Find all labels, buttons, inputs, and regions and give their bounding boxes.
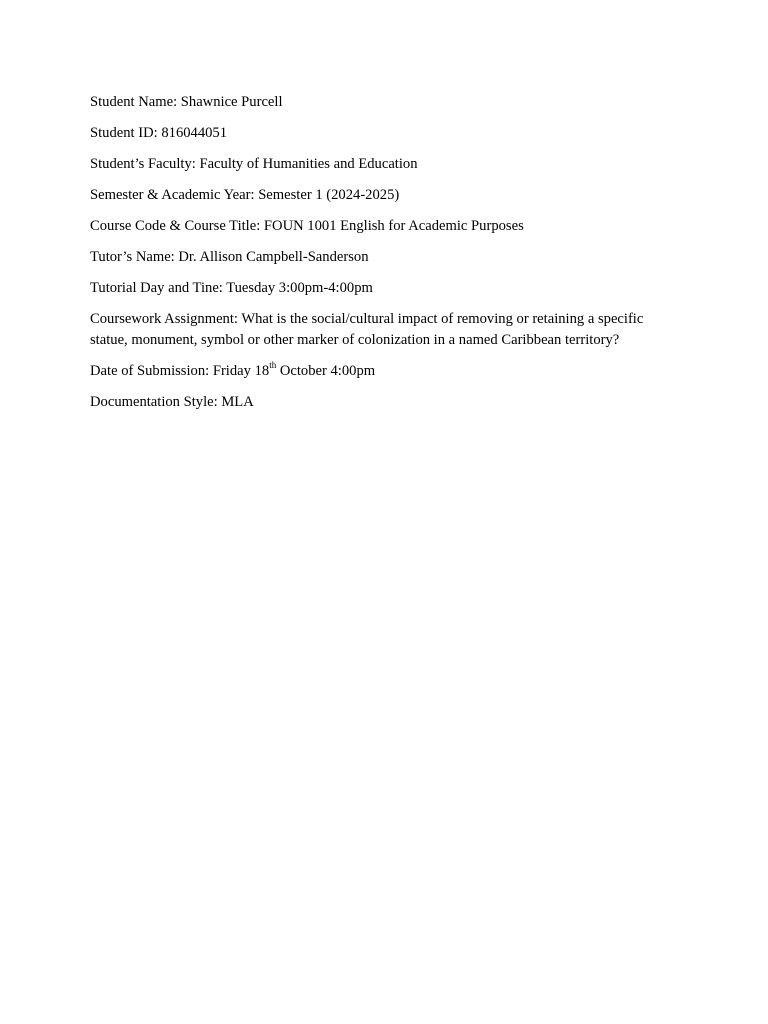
student-id-line: Student ID: 816044051 (90, 125, 228, 141)
student-name-line: Student Name: Shawnice Purcell (90, 94, 283, 110)
submission-date-rest: October 4:00pm (276, 363, 376, 379)
faculty-line: Student’s Faculty: Faculty of Humanities and Education (90, 156, 418, 172)
tutor-line: Tutor’s Name: Dr. Allison Campbell-Sanderson (90, 249, 369, 265)
submission-date-suffix: th (269, 360, 277, 371)
submission-date-prefix: Date of Submission: Friday 18 (90, 363, 270, 379)
course-line: Course Code & Course Title: FOUN 1001 English for Academic Purposes (90, 218, 524, 234)
documentation-style-line: Documentation Style: MLA (90, 394, 254, 410)
cover-info-block (90, 92, 680, 423)
tutorial-line: Tutorial Day and Tine: Tuesday 3:00pm-4:00pm (90, 280, 373, 296)
semester-line: Semester & Academic Year: Semester 1 (2024-2025) (90, 187, 400, 203)
submission-date-line (90, 361, 680, 382)
assignment-line: Coursework Assignment: What is the social/cultural impact of removing or retaining a specific statue, monument, symbol or other marker of colonization in a named Caribbean territory? (90, 311, 644, 348)
